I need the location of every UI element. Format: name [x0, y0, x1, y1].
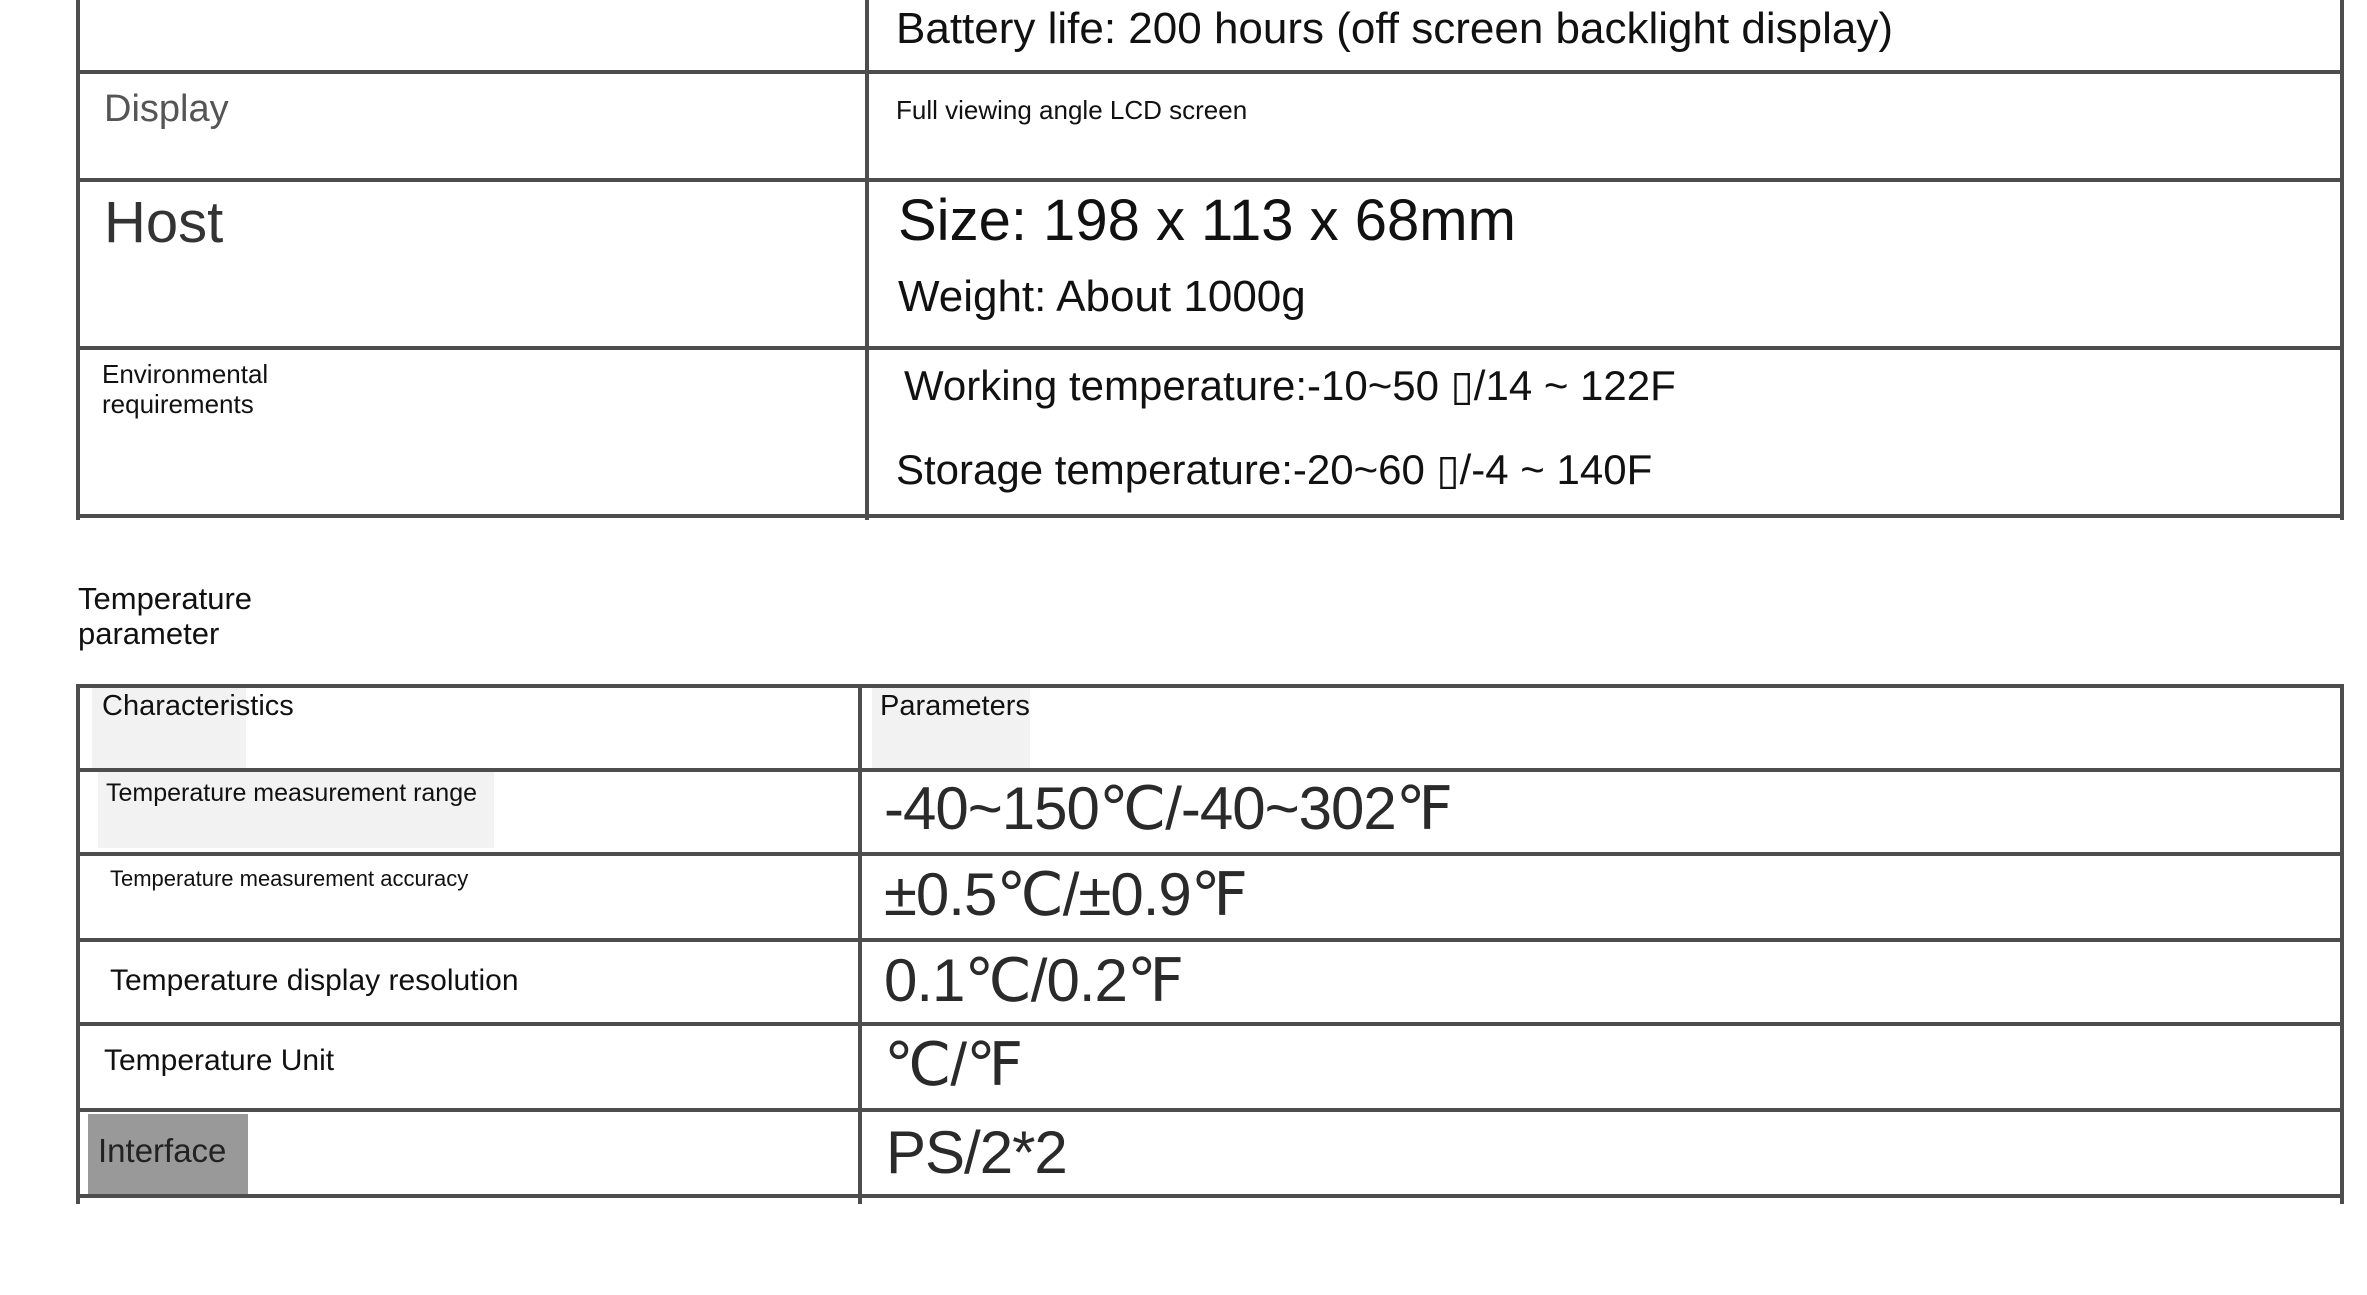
host-size-value: Size: 198 x 113 x 68mm — [898, 188, 1516, 253]
row-label-interface: Interface — [98, 1132, 227, 1169]
table-divider-column — [858, 684, 862, 1204]
table-border-top — [76, 684, 2344, 688]
host-label: Host — [104, 190, 224, 255]
row-label-display-resolution: Temperature display resolution — [110, 964, 519, 997]
display-value: Full viewing angle LCD screen — [896, 95, 1248, 125]
table-border-right — [2340, 0, 2344, 520]
table-row-divider — [76, 768, 2344, 772]
table-row-divider — [76, 1022, 2344, 1026]
table-row-divider — [76, 852, 2344, 856]
table-border-bottom — [76, 514, 2344, 518]
display-label: Display — [104, 88, 229, 130]
row-value-display-resolution: 0.1℃/0.2℉ — [884, 947, 1183, 1014]
table-row-divider — [76, 346, 2344, 350]
table-border-left — [76, 0, 80, 520]
column-header-characteristics: Characteristics — [102, 690, 294, 722]
section-heading: Temperature parameter — [78, 581, 253, 651]
row-value-temperature-unit: ℃/℉ — [884, 1031, 1023, 1098]
working-temperature-value: Working temperature:-10~50 ▯/14 ~ 122F — [904, 362, 1676, 409]
row-label-measurement-range: Temperature measurement range — [106, 779, 478, 807]
table-divider-column — [865, 0, 869, 520]
row-label-measurement-accuracy: Temperature measurement accuracy — [110, 866, 469, 891]
column-header-parameters: Parameters — [880, 690, 1030, 722]
row-label-temperature-unit: Temperature Unit — [104, 1044, 335, 1077]
battery-life-value: Battery life: 200 hours (off screen backlight display) — [896, 4, 1894, 53]
row-value-interface: PS/2*2 — [886, 1119, 1067, 1186]
table-row-divider — [76, 178, 2344, 182]
environment-label: Environmental requirements — [102, 359, 269, 419]
row-value-measurement-range: -40~150℃/-40~302℉ — [884, 775, 1452, 842]
row-value-measurement-accuracy: ±0.5℃/±0.9℉ — [884, 861, 1247, 928]
table-border-right — [2340, 684, 2344, 1204]
storage-temperature-value: Storage temperature:-20~60 ▯/-4 ~ 140F — [896, 446, 1653, 493]
table-border-left — [76, 684, 80, 1204]
table-border-bottom — [76, 1194, 2344, 1198]
table-row-divider — [76, 70, 2344, 74]
host-weight-value: Weight: About 1000g — [898, 272, 1306, 321]
table-row-divider — [76, 938, 2344, 942]
table-row-divider — [76, 1108, 2344, 1112]
